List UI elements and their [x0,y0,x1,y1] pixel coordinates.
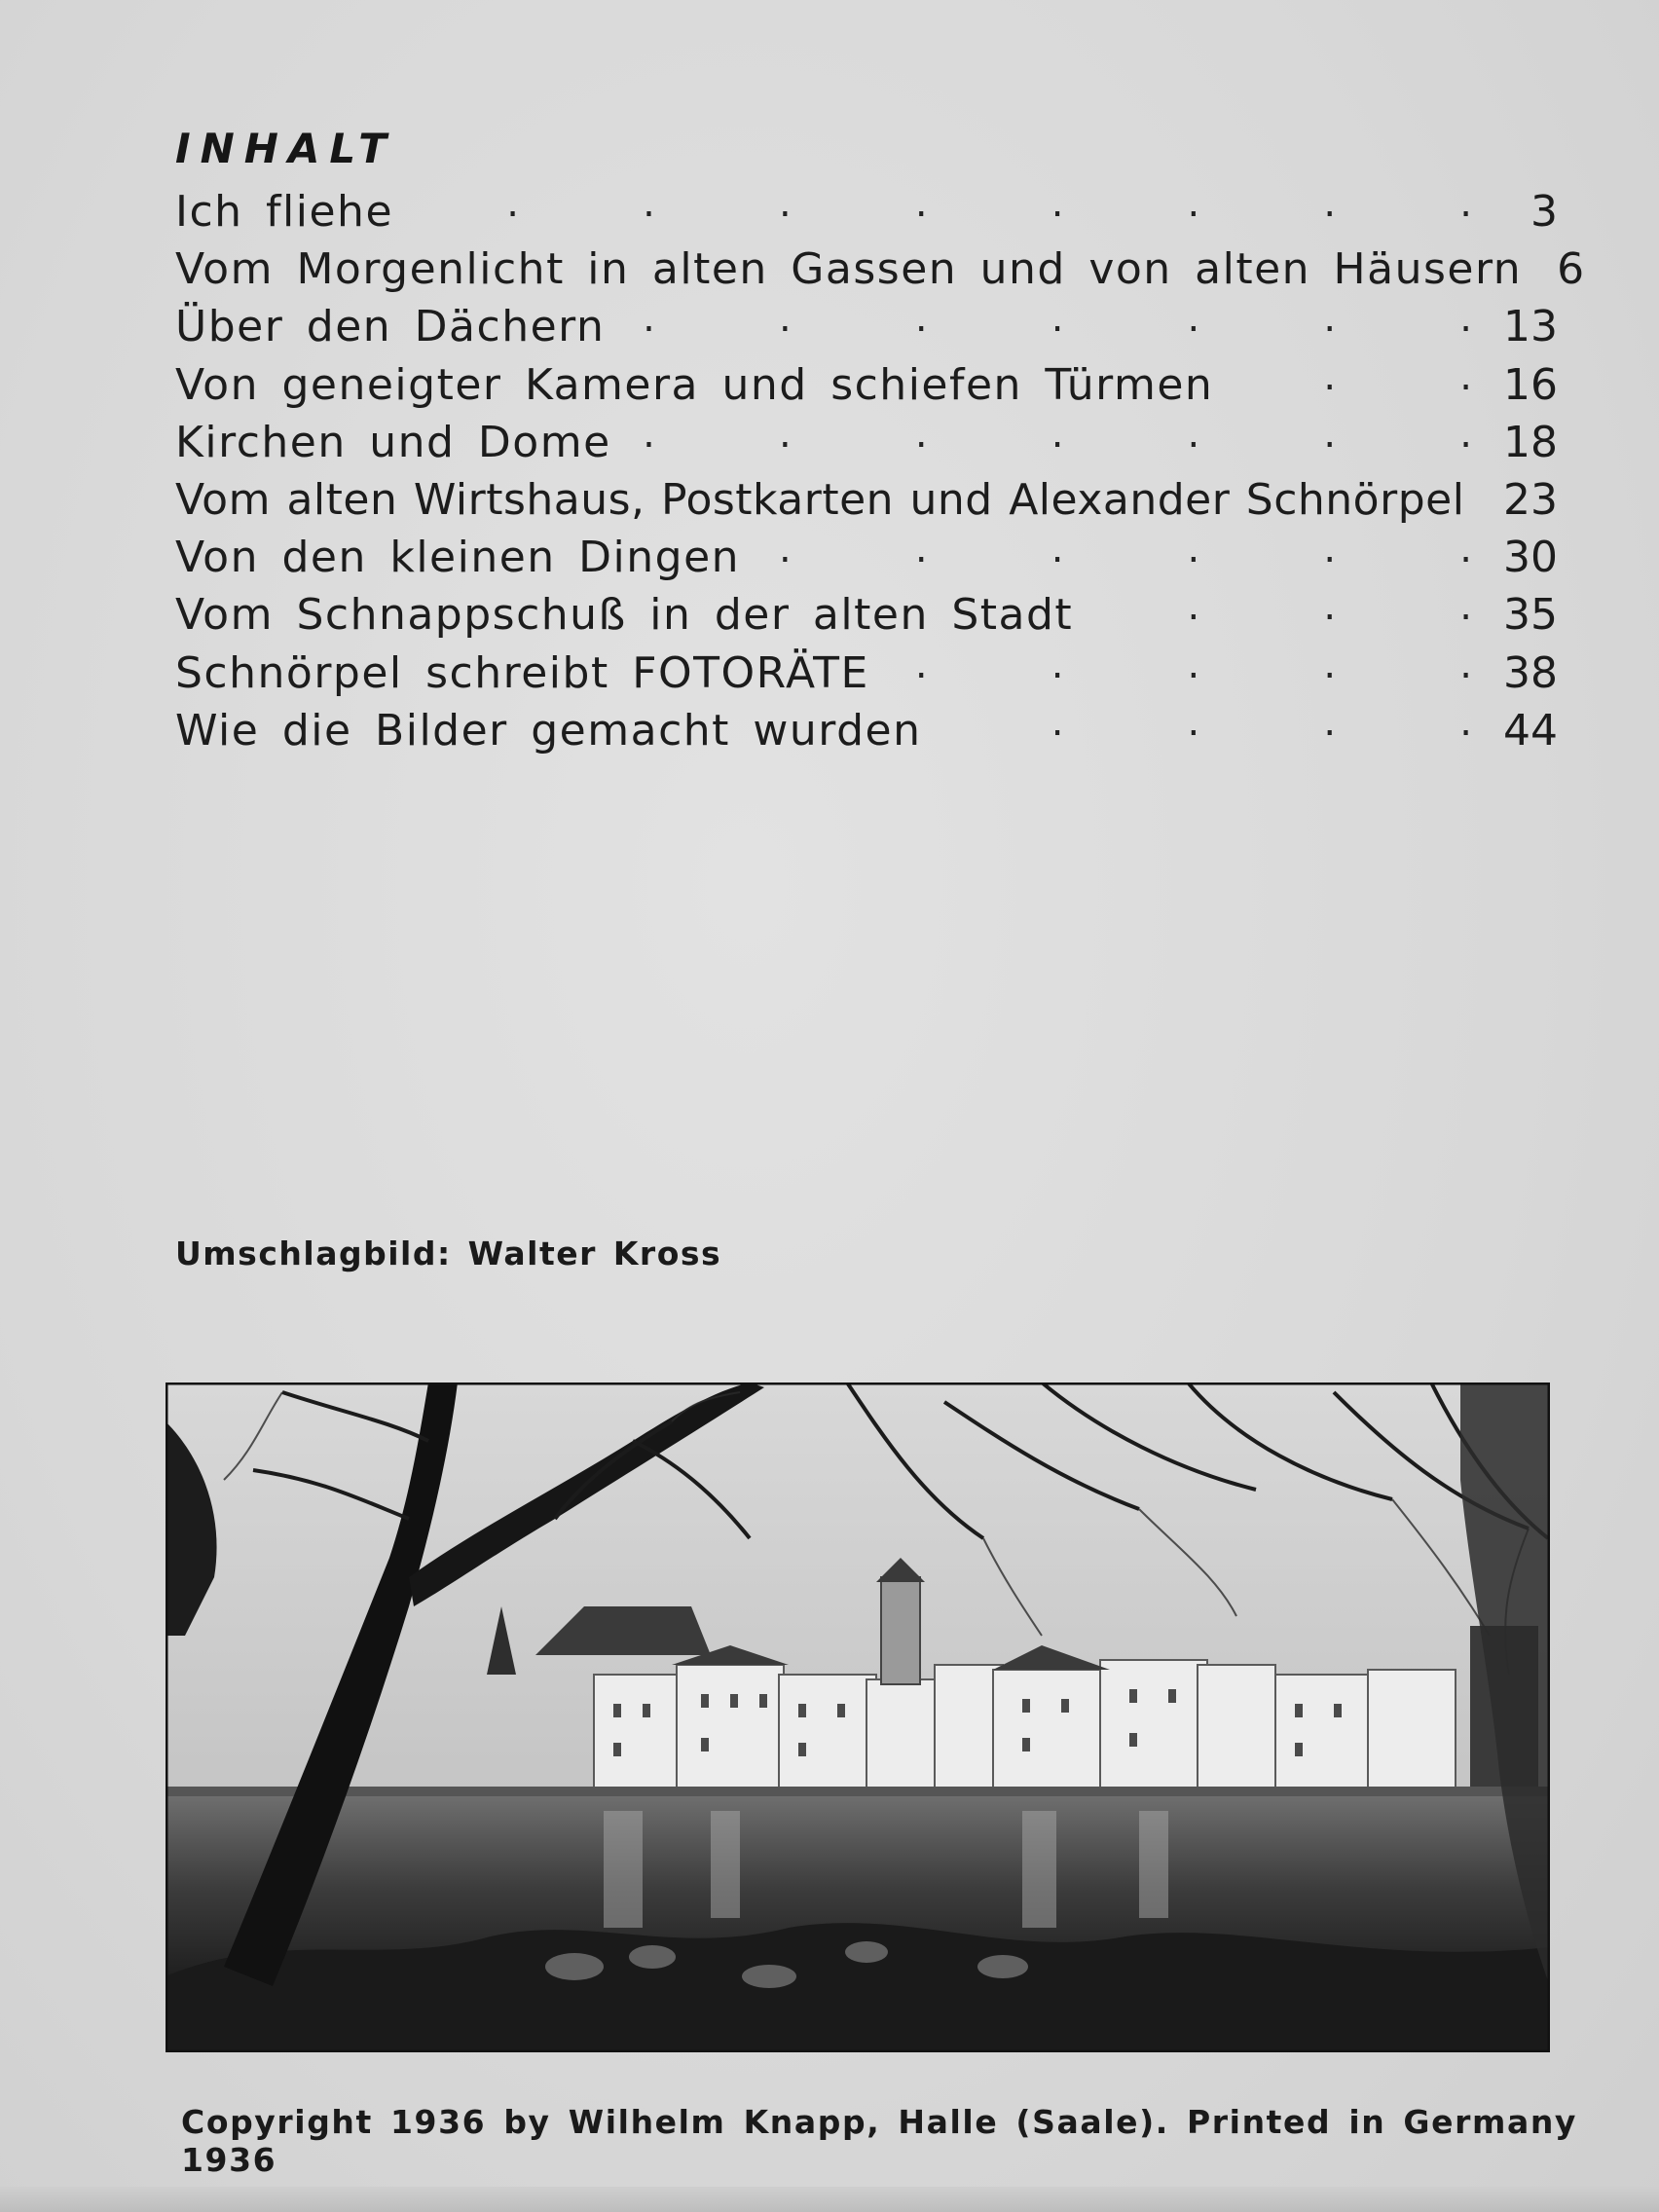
toc-entry-title: Kirchen und Dome [175,417,611,467]
toc-entry [175,412,1558,469]
toc-dot-leader [1090,584,1472,629]
toc-entry [175,469,1558,527]
toc-entry [175,584,1558,642]
toc-entry-title: Von geneigter Kamera und schiefen Türmen [175,359,1214,410]
toc-entry-title: Über den Dächern [175,302,606,352]
toc-entry [175,527,1558,584]
toc-entry [175,354,1558,412]
cover-image-credit: Umschlagbild: Walter Kross [175,1235,722,1272]
page-bottom-edge [0,2187,1659,2212]
toc-entry-title: Vom Schnappschuß in der alten Stadt [175,590,1074,641]
toc-entry-page: 35 [1503,590,1558,641]
photo-illustration [166,1382,1550,2052]
toc-dot-leader [1231,354,1472,399]
toc-entry-page: 44 [1503,705,1558,756]
toc-entry-page: 38 [1503,647,1558,698]
toc-dot-leader [622,296,1472,341]
toc-entry-title: Ich fliehe [175,187,394,237]
toc-dot-leader [757,527,1472,571]
toc-entry-page: 18 [1503,417,1558,467]
toc-entry-title: Vom alten Wirtshaus, Postkarten und Alexander Schnörpel [175,474,1465,525]
toc-entry-title: Wie die Bilder gemacht wurden [175,705,922,756]
copyright-notice: Copyright 1936 by Wilhelm Knapp, Halle (Saale). Printed in Germany 1936 [181,2103,1578,2179]
toc-entry [175,643,1558,700]
toc-dot-leader [629,412,1472,457]
toc-entry-page: 6 [1557,244,1585,295]
toc-dot-leader [939,700,1472,745]
toc-entry [175,239,1585,296]
toc-entry-title: Schnörpel schreibt FOTORÄTE [175,647,869,698]
toc-entry-title: Vom Morgenlicht in alten Gassen und von alten Häusern [175,244,1523,295]
toc-heading: INHALT [175,125,396,172]
toc-entry-page: 23 [1503,474,1558,525]
toc-dot-leader [411,181,1472,226]
toc-entry-page: 13 [1503,302,1558,352]
toc-entry [175,181,1558,239]
toc-entry [175,700,1558,757]
table-of-contents [175,181,1585,757]
toc-entry-title: Von den kleinen Dingen [175,533,741,583]
toc-entry-page: 3 [1530,187,1558,237]
toc-dot-leader [887,643,1472,687]
riverside-town-photo [166,1382,1550,2052]
toc-entry [175,296,1558,353]
toc-entry-page: 30 [1503,533,1558,583]
toc-entry-page: 16 [1503,359,1558,410]
